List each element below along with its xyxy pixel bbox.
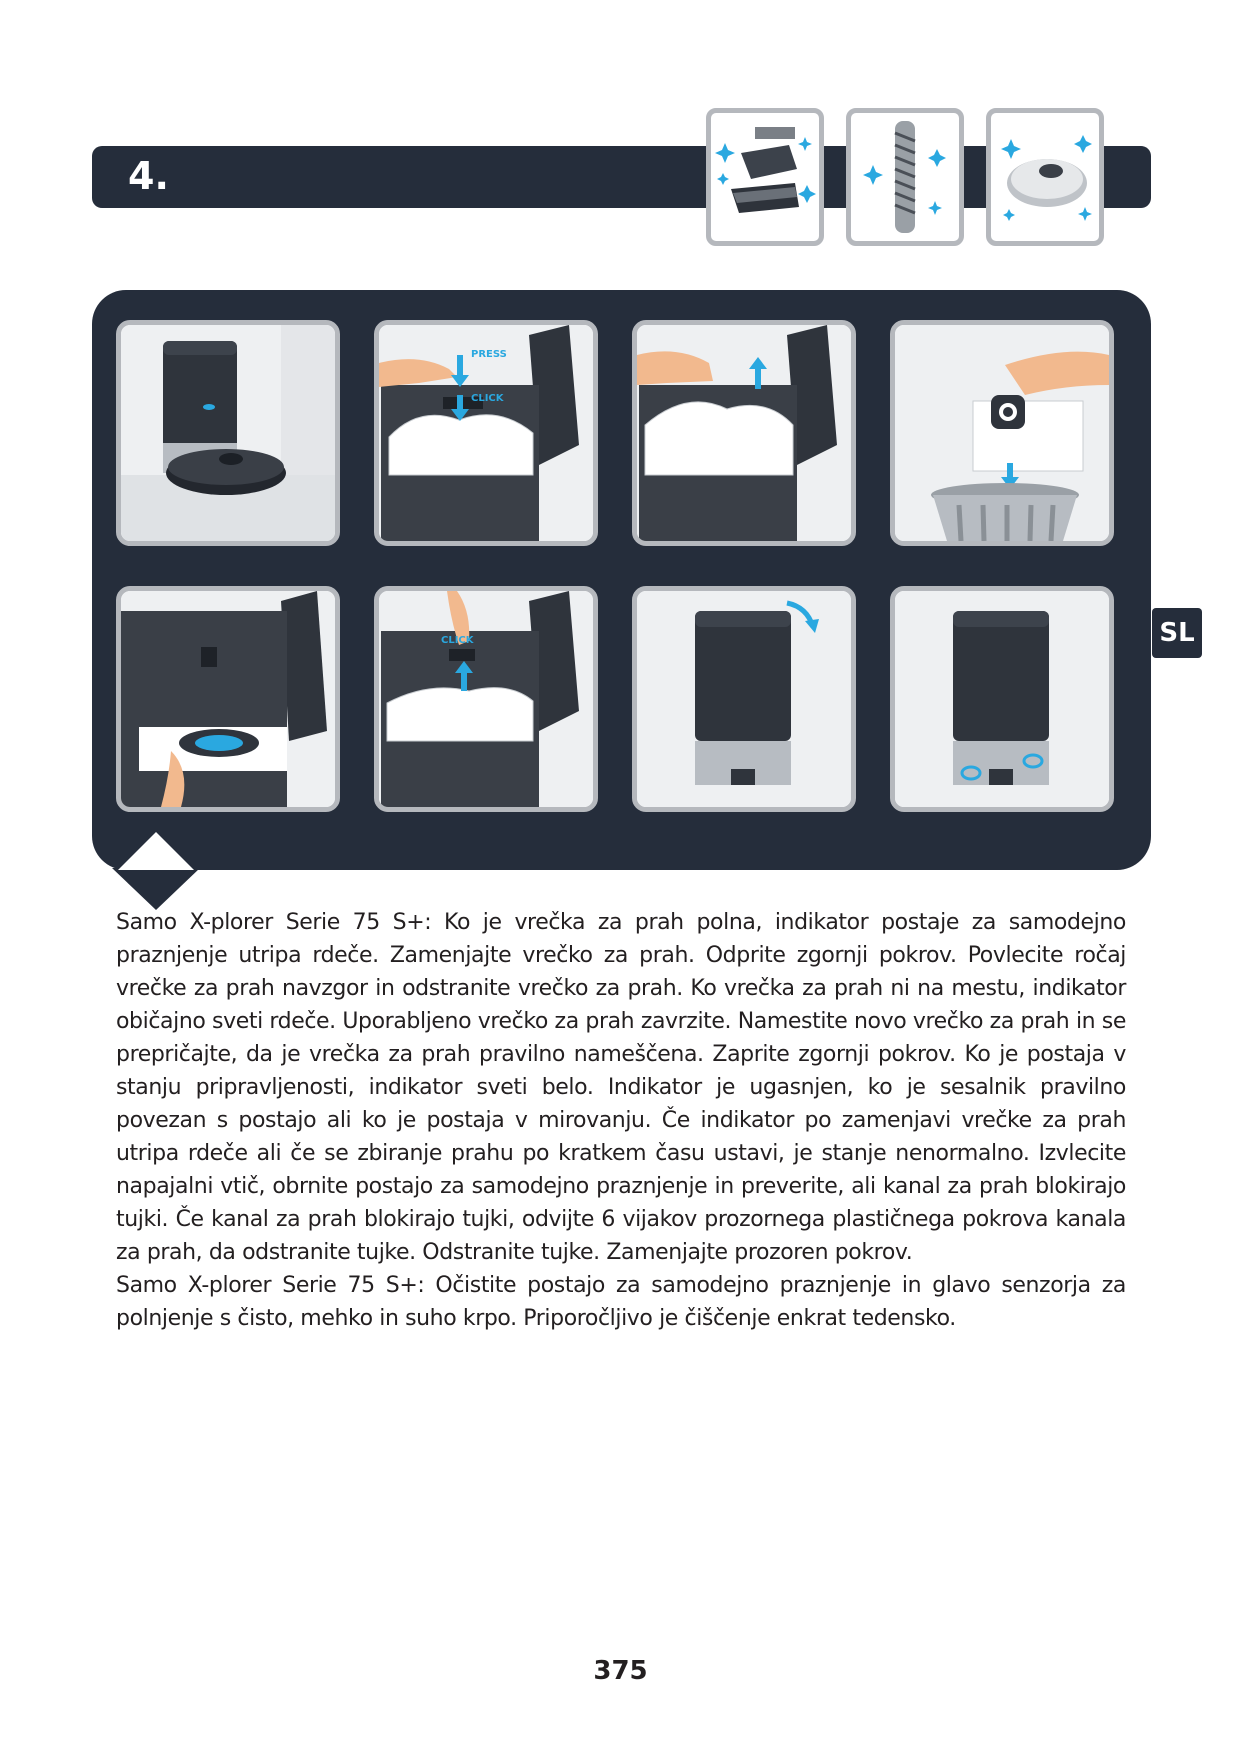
instruction-paragraph-1: Samo X-plorer Serie 75 S+: Ko je vrečka za prah polna, indikator postaje za samodejno praznjenje utripa rdeče. Zamenjajte vrečko za prah. Odprite zgornji pokrov. Povlecite ročaj vrečke za prah navzgor in odstranite vrečko za prah. Ko vrečka za prah ni na mestu, indikator običajno sveti rdeče. Uporabljeno vrečko za prah zavrzite. Namestite novo vrečko za prah in se prepričajte, da je vrečka za prah pravilno nameščena. Zaprite zgornji pokrov. Ko je postaja v stanju pripravljenosti, indikator sveti belo. Indikator je ugasnjen, ko je sesalnik pravilno povezan s postajo ali ko je postaja v mirovanju. Če indikator po zamenjavi vrečke za prah utripa rdeče ali če se zbiranje prahu po kratkem času ustavi, je stanje nenormalno. Izvlecite napajalni vtič, obrnite postajo za samodejno praznjenje in preverite, ali kanal za prah blokirajo tujki. Če kanal za prah blokirajo tujki, odvijte 6 vijakov prozornega plastičnega pokrova kanala za prah, da odstranite tujke. Odstranite tujke. Zamenjajte prozoren pokrov. [116, 910, 1126, 1265]
step-illustration-click-into-place [374, 586, 598, 812]
step-illustration-discard-bag [890, 320, 1114, 546]
step-illustration-pull-handle-up [632, 320, 856, 546]
page-number: 375 [593, 1656, 648, 1686]
language-tab: SL [1152, 608, 1202, 658]
press-label: PRESS [471, 349, 507, 360]
step-number: 4. [128, 154, 169, 198]
click-label-2: CLICK [441, 635, 474, 646]
step-illustration-close-lid [632, 586, 856, 812]
step-illustration-press-click-handle [374, 320, 598, 546]
panel-pointer [112, 868, 200, 910]
robot-cleaning-icon [986, 108, 1104, 246]
instruction-text [116, 906, 1126, 1335]
instruction-paragraph-2: Samo X-plorer Serie 75 S+: Očistite postajo za samodejno praznjenje in glavo senzorja za polnjenje s čisto, mehko in suho krpo. Priporočljivo je čiščenje enkrat tedensko. [116, 1273, 1126, 1331]
click-label: CLICK [471, 393, 504, 404]
step-illustration-insert-new-bag [116, 586, 340, 812]
step-illustration-station-with-robot [116, 320, 340, 546]
filter-cleaning-icon [706, 108, 824, 246]
panel-pointer-cutout [118, 832, 194, 870]
brush-cleaning-icon [846, 108, 964, 246]
step-illustration-station-ready [890, 586, 1114, 812]
